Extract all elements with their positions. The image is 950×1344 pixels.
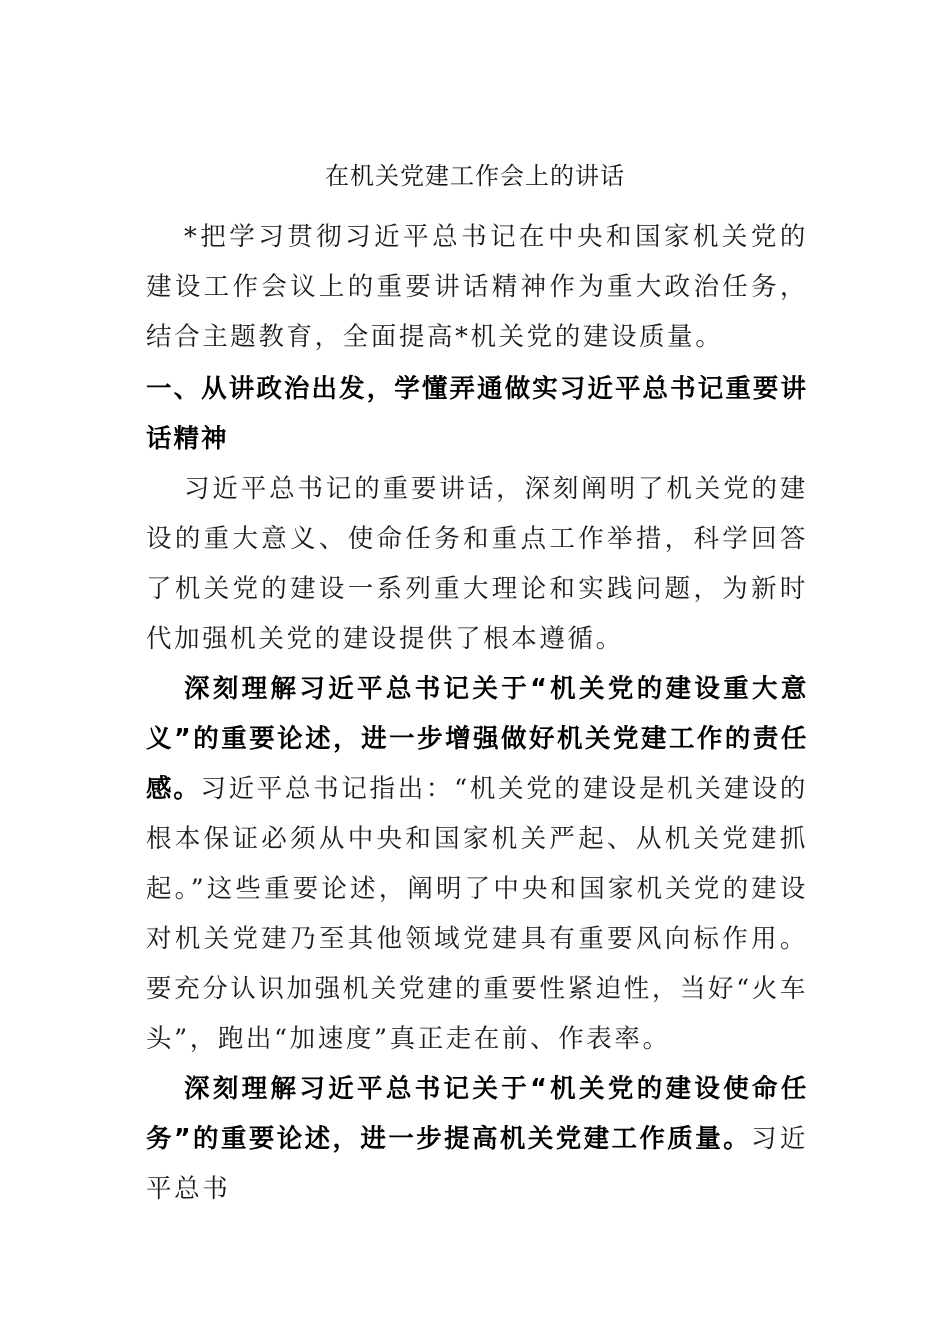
- document-title: 在机关党建工作会上的讲话: [325, 162, 625, 190]
- point-two-body: 习近平总书: [146, 1124, 808, 1204]
- intro-paragraph: *把学习贯彻习近平总书记在中央和国家机关党的建设工作会议上的重要讲话精神作为重大政治任务，结合主题教育，全面提高*机关党的建设质量。: [146, 222, 808, 352]
- point-two-lead: 深刻理解习近平总书记关于“机关党的建设使命任务”的重要论述，进一步提高机关党建工作质量。: [146, 1074, 808, 1154]
- point-one-lead: 深刻理解习近平总书记关于“机关党的建设重大意义”的重要论述，进一步增强做好机关党建工作的责任感。: [146, 674, 808, 804]
- point-one-body: 习近平总书记指出：“机关党的建设是机关建设的根本保证必须从中央和国家机关严起、从机关党建抓起。”这些重要论述，阐明了中央和国家机关党的建设对机关党建乃至其他领域党建具有重要风向标作用。要充分认识加强机关党建的重要性紧迫性，当好“火车头”，跑出“加速度”真正走在前、作表率。: [146, 774, 809, 1054]
- point-two-paragraph: [146, 1064, 808, 1214]
- section-heading: 一、从讲政治出发，学懂弄通做实习近平总书记重要讲话精神: [146, 374, 808, 454]
- point-one-paragraph: [146, 664, 808, 1064]
- section-body-paragraph: 习近平总书记的重要讲话，深刻阐明了机关党的建设的重大意义、使命任务和重点工作举措，科学回答了机关党的建设一系列重大理论和实践问题，为新时代加强机关党的建设提供了根本遵循。: [146, 474, 808, 654]
